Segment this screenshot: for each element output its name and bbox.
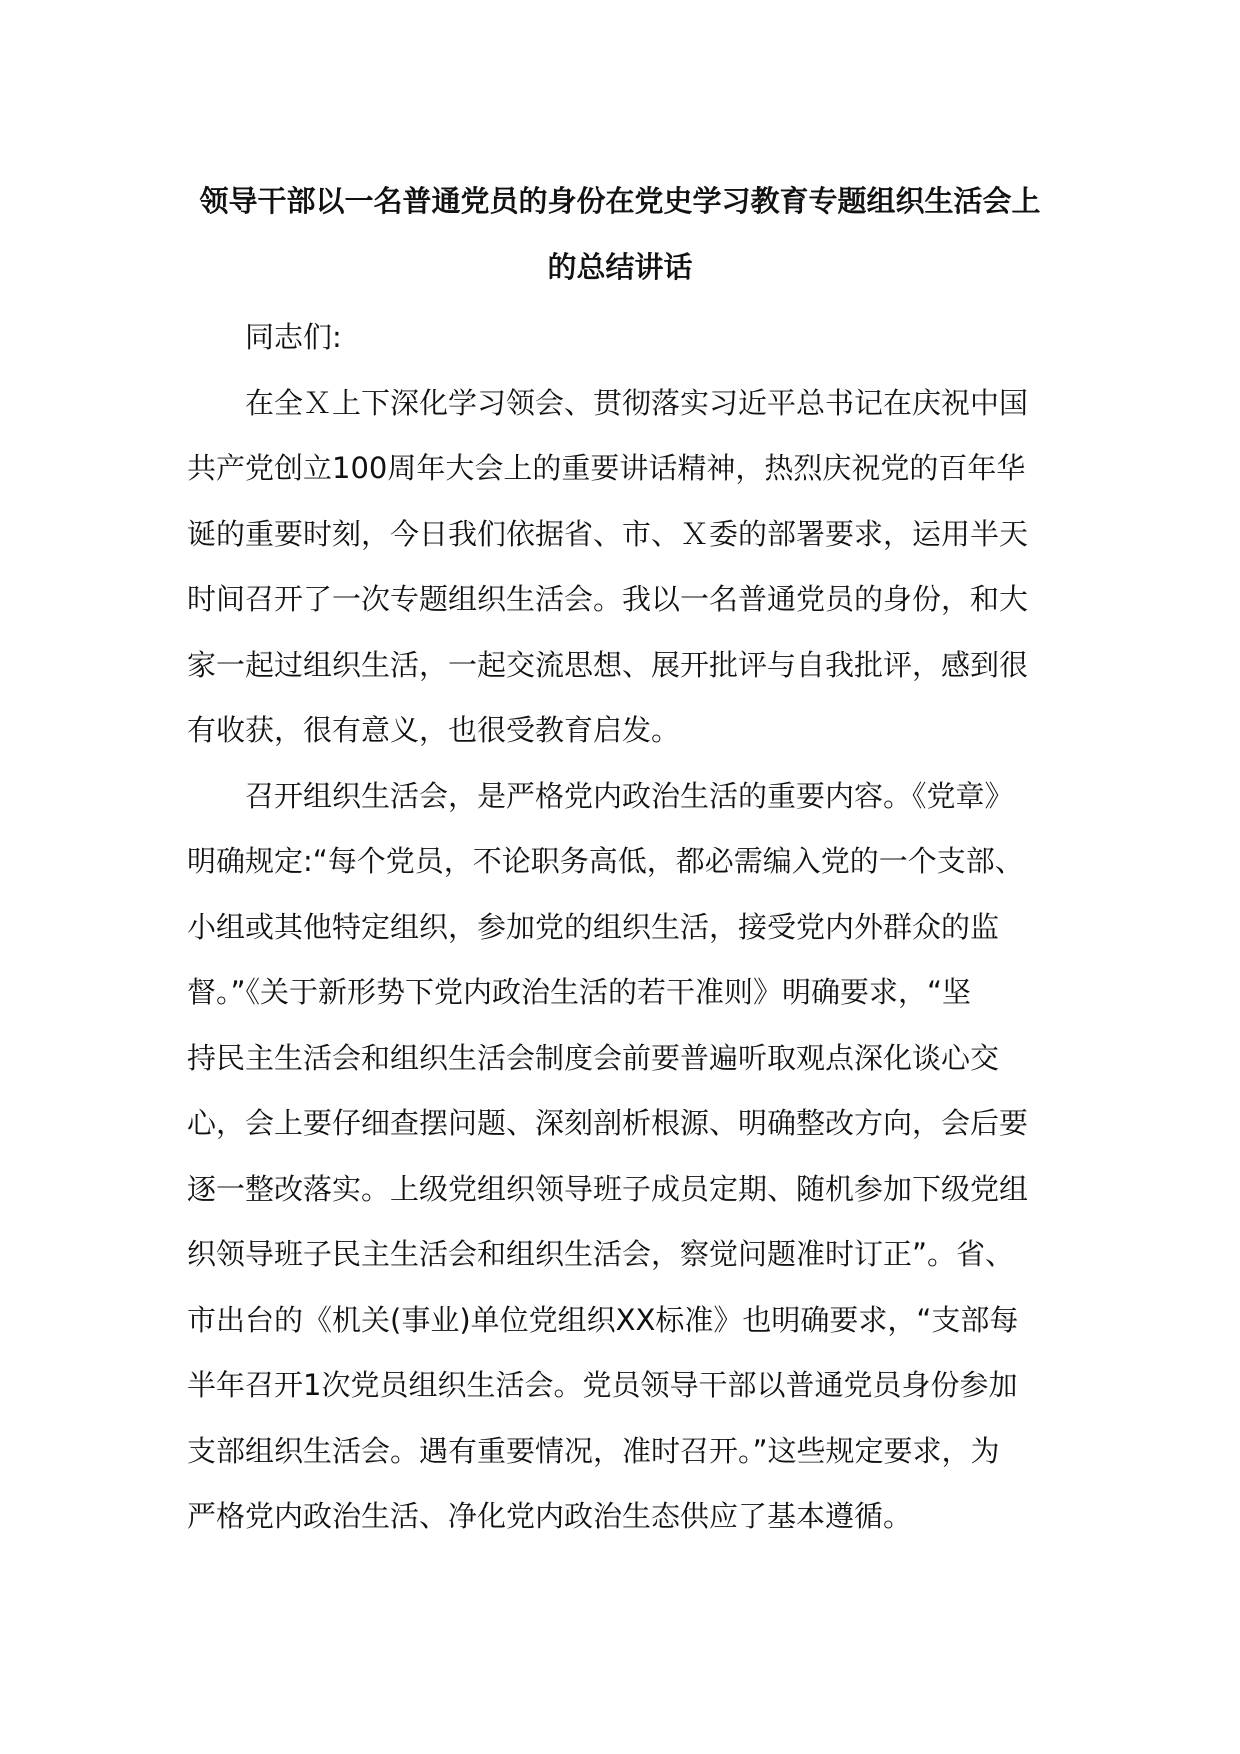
text-line: 同志们:	[245, 320, 342, 354]
text-line: 小组或其他特定组织，参加党的组织生活，接受党内外群众的监	[187, 909, 1000, 944]
text-line: 时间召开了一次专题组织生活会。我以一名普通党员的身份，和大	[187, 582, 1029, 616]
text-line: 共产党创立100周年大会上的重要讲话精神，热烈庆祝党的百年华	[187, 451, 1026, 485]
text-line: 在全Ｘ上下深化学习领会、贯彻落实习近平总书记在庆祝中国	[245, 385, 1029, 420]
text-line: 明确规定:“每个党员，不论职务高低，都必需编入党的一个支部、	[187, 844, 1024, 878]
text-line: 持民主生活会和组织生活会制度会前要普遍听取观点深化谈心交	[187, 1040, 1000, 1075]
text-line: 家一起过组织生活，一起交流思想、展开批评与自我批评，感到很	[187, 647, 1029, 682]
text-line: 织领导班子民主生活会和组织生活会，察觉问题准时订正”。省、	[187, 1237, 1015, 1271]
paragraph-salutation	[187, 305, 1067, 371]
text-line: 市出台的《机关(事业)单位党组织XX标准》也明确要求，“支部每	[187, 1302, 1019, 1337]
paragraph-regulations	[187, 764, 1067, 1550]
text-line: 督。”《关于新形势下党内政治生活的若干准则》明确要求，“坚	[187, 975, 972, 1009]
text-line: 半年召开1次党员组织生活会。党员领导干部以普通党员身份参加	[187, 1368, 1018, 1402]
document-body	[187, 305, 1067, 1550]
text-line: 严格党内政治生活、净化党内政治生态供应了基本遵循。	[187, 1499, 913, 1533]
text-line: 逐一整改落实。上级党组织领导班子成员定期、随机参加下级党组	[187, 1171, 1029, 1206]
document-title	[180, 168, 1060, 300]
title-line-2: 的总结讲话	[547, 250, 693, 284]
paragraph-opening	[187, 371, 1067, 764]
text-line: 有收获，很有意义，也很受教育启发。	[187, 713, 681, 747]
title-line-1: 领导干部以一名普通党员的身份在党史学习教育专题组织生活会上	[199, 184, 1041, 218]
text-line: 支部组织生活会。遇有重要情况，准时召开。”这些规定要求，为	[187, 1433, 1000, 1468]
text-line: 心，会上要仔细查摆问题、深刻剖析根源、明确整改方向，会后要	[187, 1106, 1029, 1140]
text-line: 召开组织生活会，是严格党内政治生活的重要内容。《党章》	[245, 778, 1014, 813]
text-line: 诞的重要时刻，今日我们依据省、市、Ｘ委的部署要求，运用半天	[187, 516, 1029, 551]
